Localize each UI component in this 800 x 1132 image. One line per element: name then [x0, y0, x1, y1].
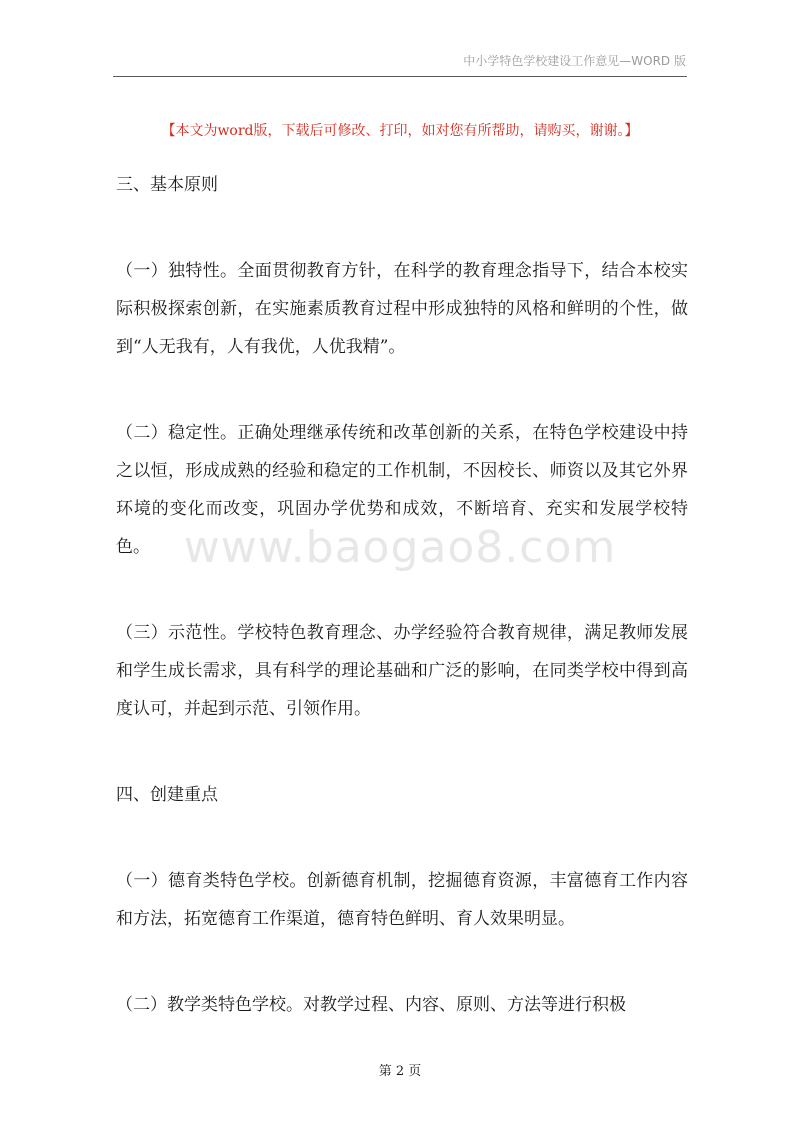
document-body — [116, 166, 688, 1072]
section-heading-focus: 四、创建重点 — [116, 785, 218, 805]
paragraph-stability: （二）稳定性。正确处理继承传统和改革创新的关系，在特色学校建设中持之以恒，形成成熟的经验和稳定的工作机制，不因校长、师资以及其它外界环境的变化而改变，巩固办学优势和成效，不断培育、充实和发展学校特色。 — [116, 423, 688, 557]
paragraph-teaching: （二）教学类特色学校。对教学过程、内容、原则、方法等进行积极 — [116, 995, 626, 1015]
watermark: www.baogao8.com — [183, 522, 617, 573]
download-notice: 【本文为word版，下载后可修改、打印，如对您有所帮助，请购买，谢谢。】 — [161, 123, 639, 139]
page-number: 第 2 页 — [378, 1064, 422, 1079]
header-divider — [113, 76, 687, 77]
section-heading-principles: 三、基本原则 — [116, 175, 218, 195]
paragraph-uniqueness: （一）独特性。全面贯彻教育方针，在科学的教育理念指导下，结合本校实际积极探索创新，在实施素质教育过程中形成独特的风格和鲜明的个性，做到“人无我有，人有我优，人优我精”。 — [116, 261, 688, 357]
paragraph-moral-education: （一）德育类特色学校。创新德育机制，挖掘德育资源，丰富德育工作内容和方法，拓宽德育工作渠道，德育特色鲜明、育人效果明显。 — [116, 871, 688, 929]
running-header: 中小学特色学校建设工作意见—WORD 版 — [463, 54, 686, 68]
paragraph-demonstration: （三）示范性。学校特色教育理念、办学经验符合教育规律，满足教师发展和学生成长需求，具有科学的理论基础和广泛的影响，在同类学校中得到高度认可，并起到示范、引领作用。 — [116, 623, 688, 719]
